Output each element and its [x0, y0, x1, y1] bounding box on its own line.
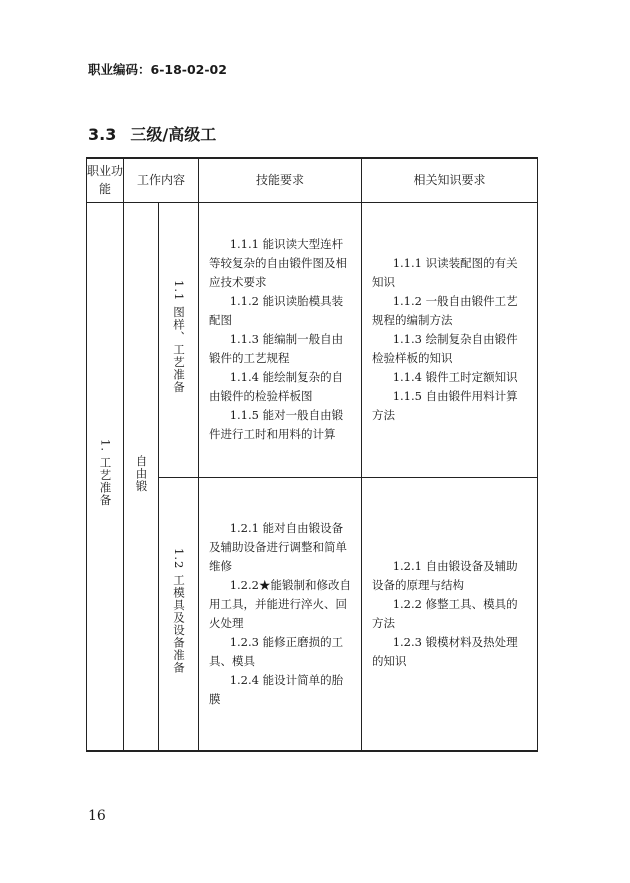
- subitem-cell-1: [159, 202, 199, 477]
- knowledge-cell-2: [362, 477, 538, 751]
- skill-item: 1.1.1 能识读大型连杆等较复杂的自由锻件图及相应技术要求: [209, 237, 348, 289]
- knowledge-item: 1.2.1 自由锻设备及辅助设备的原理与结构: [372, 558, 518, 592]
- knowledge-item: 1.1.1 识读装配图的有关知识: [372, 256, 518, 289]
- skill-item: 1.1.5 能对一般自由锻件进行工时和用料的计算: [209, 408, 344, 441]
- section-number: 3.3: [88, 125, 117, 144]
- subitem-cell-2: [159, 477, 199, 751]
- subitem-label-1: 1.1 图样、工艺准备: [172, 279, 186, 394]
- page-number: 16: [88, 808, 106, 824]
- skill-item: 1.1.3 能编制一般自由锻件的工艺规程: [209, 332, 344, 365]
- header-content: 工作内容: [124, 158, 199, 202]
- knowledge-item: 1.1.2 一般自由锻件工艺规程的编制方法: [372, 294, 518, 327]
- content-cell: [124, 202, 159, 751]
- occupation-code: 职业编码：6-18-02-02: [88, 62, 227, 77]
- header-knowledge: 相关知识要求: [362, 158, 538, 202]
- skill-item: 1.2.4 能设计简单的胎膜: [209, 672, 344, 706]
- section-title: 三级/高级工: [130, 125, 217, 144]
- knowledge-item: 1.1.4 锻件工时定额知识: [392, 370, 518, 384]
- skill-item: 1.2.1 能对自由锻设备及辅助设备进行调整和简单维修: [209, 520, 348, 573]
- skill-item: 1.2.3 能修正磨损的工具、模具: [209, 634, 344, 668]
- knowledge-item: 1.2.2 修整工具、模具的方法: [372, 596, 518, 630]
- skills-cell-1: [199, 202, 362, 477]
- knowledge-cell-1: [362, 202, 538, 477]
- knowledge-item: 1.2.3 锻模材料及热处理的知识: [372, 634, 518, 668]
- header-skills: 技能要求: [199, 158, 362, 202]
- content-label: 自由锻: [134, 454, 149, 492]
- section-heading: [88, 122, 216, 145]
- skill-item: 1.1.2 能识读胎模具装配图: [209, 294, 344, 327]
- skill-item: 1.2.2★能锻制和修改自用工具，并能进行淬火、回火处理: [209, 577, 351, 630]
- header-function: 职业功能: [87, 158, 124, 202]
- subitem-label-2: 1.2 工模具及设备准备: [172, 547, 186, 674]
- function-label: 1. 工艺准备: [98, 439, 113, 508]
- requirements-table: [86, 157, 538, 752]
- skills-cell-2: [199, 477, 362, 751]
- skill-item: 1.1.4 能绘制复杂的自由锻件的检验样板图: [209, 370, 344, 403]
- knowledge-item: 1.1.3 绘制复杂自由锻件检验样板的知识: [372, 332, 518, 365]
- knowledge-item: 1.1.5 自由锻件用料计算方法: [372, 389, 518, 422]
- function-cell: [87, 202, 124, 751]
